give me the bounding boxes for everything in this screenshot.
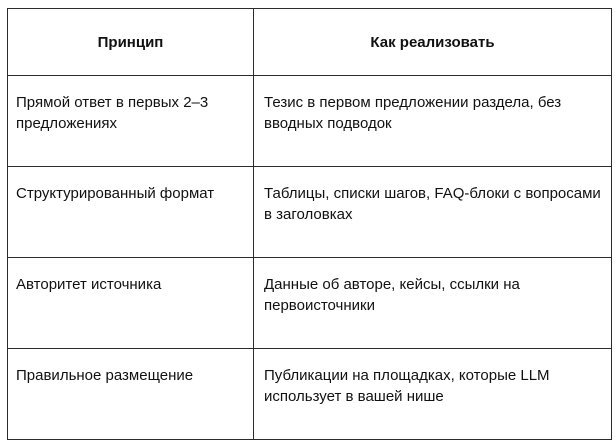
table-row: [8, 76, 612, 167]
principle-text: Структурированный формат: [16, 185, 215, 202]
how-cell: [254, 76, 612, 167]
how-cell: [254, 167, 612, 258]
principle-cell: [8, 76, 254, 167]
principle-text: Правильное размещение: [16, 367, 194, 384]
principle-text: Прямой ответ в первых 2–3 предложениях: [16, 94, 209, 132]
header-principle: Принцип: [8, 9, 254, 76]
how-text: Тезис в первом предложении раздела, без вводных подводок: [264, 94, 562, 132]
principle-cell: [8, 258, 254, 349]
principle-cell: [8, 349, 254, 440]
header-how-to-implement: Как реализовать: [254, 9, 612, 76]
principle-text: Авторитет источника: [16, 276, 162, 293]
how-text: Данные об авторе, кейсы, ссылки на первоисточники: [264, 276, 520, 314]
table-row: [8, 167, 612, 258]
how-cell: [254, 258, 612, 349]
table-header-row: [8, 9, 612, 76]
how-text: Публикации на площадках, которые LLM использует в вашей нише: [264, 367, 550, 405]
table-row: [8, 349, 612, 440]
principles-table: [7, 8, 612, 440]
principle-cell: [8, 167, 254, 258]
table-row: [8, 258, 612, 349]
how-cell: [254, 349, 612, 440]
how-text: Таблицы, списки шагов, FAQ-блоки с вопросами в заголовках: [264, 185, 601, 223]
